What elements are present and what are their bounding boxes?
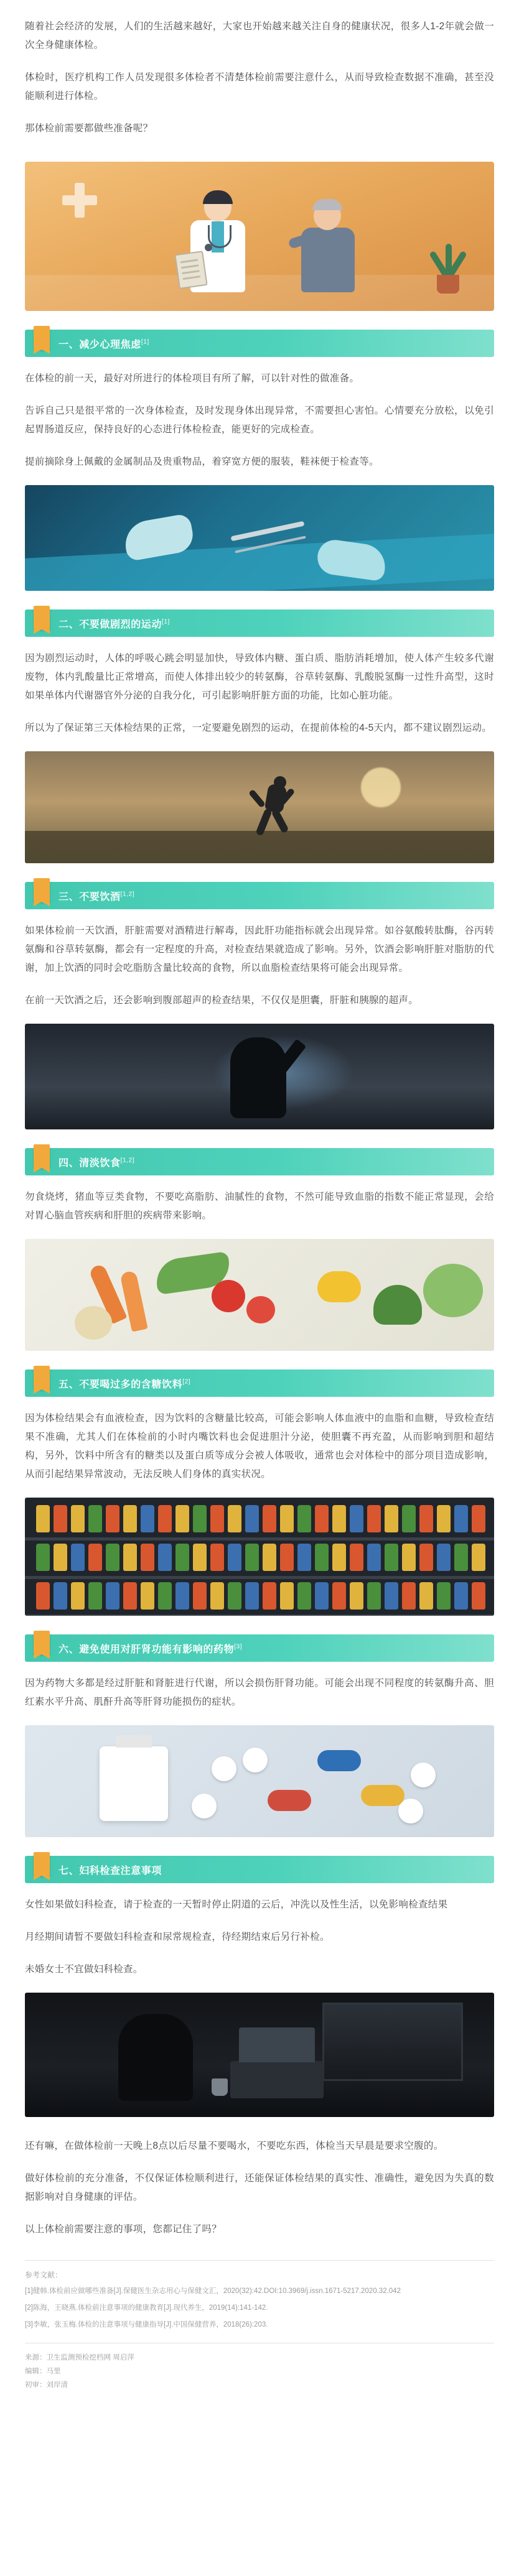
bookmark-icon bbox=[34, 1852, 50, 1876]
credit-source-value: 卫生监测预检挖档网 周启萍 bbox=[46, 2354, 134, 2361]
references-title: 参考文献： bbox=[25, 2271, 63, 2279]
reference-item: [2]陈海，王晓燕.体检前注意事项的健康教育[J].现代养生，2019(14):141-142. bbox=[25, 2304, 268, 2312]
hero-floor bbox=[25, 275, 494, 311]
section-7-paragraph-2: 月经期间请暂不要做妇科检查和尿常规检查，待经期结束后另行补检。 bbox=[25, 1932, 330, 1942]
section-heading-5 bbox=[25, 1369, 494, 1397]
credit-source-label: 来源： bbox=[25, 2354, 47, 2361]
closing-paragraph-1: 还有嘛，在做体检前一天晚上8点以后尽量不要喝水，不要吃东西，体检当天早晨是要求空腹的。 bbox=[25, 2141, 444, 2151]
section-1-paragraph-1: 在体检的前一天，最好对所进行的体检项目有所了解，可以针对性的做准备。 bbox=[25, 373, 360, 384]
section-6-title: 六、避免使用对肝肾功能有影响的药物 bbox=[58, 1644, 235, 1655]
section-heading-6 bbox=[25, 1634, 494, 1662]
section-heading-3 bbox=[25, 882, 494, 909]
intro-paragraph-1: 随着社会经济的发展，人们的生活越来越好，大家也开始越来越关注自身的健康状况，很多人1-2年就会做一次全身健康体检。 bbox=[25, 21, 494, 50]
credit-reviewer bbox=[25, 2378, 494, 2392]
bookmark-icon bbox=[34, 606, 50, 629]
photo-woman-at-desk bbox=[25, 1993, 494, 2117]
section-heading-4 bbox=[25, 1148, 494, 1175]
photo-drink-shelf bbox=[25, 1498, 494, 1616]
closing-paragraph-2: 做好体检前的充分准备，不仅保证体检顺利进行，还能保证体检结果的真实性、准确性，避免因为失真的数据影响对自身健康的评估。 bbox=[25, 2173, 494, 2202]
bookmark-icon bbox=[34, 1631, 50, 1654]
section-3-paragraph-2: 在前一天饮酒之后，还会影响到腹部超声的检查结果，不仅仅是胆囊，肝脏和胰腺的超声。 bbox=[25, 995, 419, 1006]
bookmark-icon bbox=[34, 878, 50, 902]
section-heading-2 bbox=[25, 609, 494, 637]
medical-cross-icon bbox=[62, 183, 97, 218]
section-heading-7 bbox=[25, 1856, 494, 1883]
section-1-body bbox=[0, 369, 519, 471]
section-7-title: 七、妇科检查注意事项 bbox=[58, 1865, 162, 1876]
section-4-body bbox=[0, 1188, 519, 1225]
section-4-title: 四、清淡饮食 bbox=[58, 1157, 121, 1169]
credit-source bbox=[25, 2351, 494, 2365]
credit-reviewer-value: 刘岸清 bbox=[46, 2381, 68, 2389]
section-5-body bbox=[0, 1409, 519, 1484]
intro-paragraph-2: 体检时，医疗机构工作人员发现很多体检者不清楚体检前需要注意什么，从而导致检查数据不准确，甚至没能顺利进行体检。 bbox=[25, 72, 494, 101]
credits-block bbox=[25, 2343, 494, 2392]
section-1-title: 一、减少心理焦虑 bbox=[58, 339, 141, 350]
plant-decoration bbox=[431, 241, 465, 294]
section-3-title: 三、不要饮酒 bbox=[58, 891, 121, 902]
section-7-body bbox=[0, 1896, 519, 1979]
section-3-sup: [1,2] bbox=[120, 891, 135, 898]
doctor-figure bbox=[180, 193, 255, 292]
credit-reviewer-label: 初审： bbox=[25, 2381, 47, 2389]
section-6-sup: [3] bbox=[234, 1643, 243, 1651]
section-2-title: 二、不要做剧烈的运动 bbox=[58, 619, 162, 630]
section-5-sup: [2] bbox=[182, 1378, 191, 1386]
section-6-body bbox=[0, 1674, 519, 1712]
patient-figure bbox=[292, 199, 367, 292]
section-7-paragraph-1: 女性如果做妇科检查，请于检查的一天暂时停止阴道的云后，冲洗以及性生活，以免影响检查结果 bbox=[25, 1899, 448, 1910]
photo-vegetables bbox=[25, 1239, 494, 1351]
reference-item: [1]健韩.体检前应做哪些准备[J].保健医生杂志用心与保健文汇，2020(32):42.DOI:10.3969/j.issn.1671-5217.2020.32.042 bbox=[25, 2287, 401, 2295]
bookmark-icon bbox=[34, 1144, 50, 1168]
section-1-paragraph-3: 提前摘除身上佩戴的金属制品及贵重物品，着穿宽方便的服装，鞋袜便于检查等。 bbox=[25, 456, 379, 467]
section-2-paragraph-1: 因为剧烈运动时，人体的呼吸心跳会明显加快，导致体内糖、蛋白质、脂肪消耗增加，使人体产生较多代谢废物，体内乳酸量比正常增高，而使人体排出较少的转氨酶，谷草转氨酶、乳酸脱氢酶一过性升高型，这时如果单体内代谢器官外分泌的自我分化，可引起影响肝脏方面的功能，比如心脏功能。 bbox=[25, 653, 494, 701]
bookmark-icon bbox=[34, 326, 50, 350]
section-3-paragraph-1: 如果体检前一天饮酒，肝脏需要对酒精进行解毒，因此肝功能指标就会出现异常。如谷氨酸转肽酶，谷丙转氨酶和谷草转氨酶，都会有一定程度的升高，对检查结果就造成了影响。另外，饮酒会影响肝脏对脂肪的代谢，加上饮酒的同时会吃脂肪含量比较高的食物，所以血脂检查结果将可能会出现异常。 bbox=[25, 925, 494, 973]
section-1-paragraph-2: 告诉自己只是很平常的一次身体检查，及时发现身体出现异常，不需要担心害怕。心情要充分放松，以免引起胃肠道反应，保持良好的心态进行体检检查，能更好的完成检查。 bbox=[25, 405, 494, 435]
credit-editor-value: 马里 bbox=[46, 2368, 61, 2375]
section-5-title: 五、不要喝过多的含糖饮料 bbox=[58, 1379, 183, 1390]
section-4-paragraph-1: 勿食烧烤，猪血等豆类食物，不要吃高脂肪、油腻性的食物，不然可能导致血脂的指数不能正常显现，会给对胃心脑血管疾病和肝胆的疾病带来影响。 bbox=[25, 1192, 494, 1221]
section-2-body bbox=[0, 649, 519, 738]
section-4-sup: [1,2] bbox=[120, 1157, 135, 1164]
section-2-paragraph-2: 所以为了保证第三天体检结果的正常，一定要避免剧烈的运动，在提前体检的4-5天内，都不建议剧烈运动。 bbox=[25, 723, 492, 733]
credit-editor-label: 编辑： bbox=[25, 2368, 47, 2375]
photo-drinking bbox=[25, 1024, 494, 1129]
closing-paragraph-3: 以上体检前需要注意的事项，您都记住了吗？ bbox=[25, 2224, 222, 2235]
photo-running bbox=[25, 751, 494, 863]
reference-item: [3]李敏，张玉梅.体检的注意事项与健康指导[J].中国保健营养，2018(26):203. bbox=[25, 2321, 268, 2328]
section-2-sup: [1] bbox=[162, 618, 170, 626]
section-1-sup: [1] bbox=[141, 338, 149, 346]
intro-paragraph-3: 那体检前需要都做些准备呢？ bbox=[25, 123, 153, 134]
section-3-body bbox=[0, 922, 519, 1010]
section-7-paragraph-3: 未婚女士不宜做妇科检查。 bbox=[25, 1964, 143, 1975]
section-6-paragraph-1: 因为药物大多都是经过肝脏和肾脏进行代谢，所以会损伤肝肾功能。可能会出现不同程度的转氨酶升高、胆红素水平升高、肌酐升高等肝肾功能损伤的症状。 bbox=[25, 1678, 494, 1707]
references-block bbox=[25, 2260, 494, 2332]
section-5-paragraph-1: 因为体检结果会有血液检查，因为饮料的含糖量比较高，可能会影响人体血液中的血脂和血糖，导致检查结果不准确，尤其人们在体检前的小时内嘴饮料也会促进胆汁分泌，使胆囊不再充盈，从而影响到胆和超结构，另外，饮料中所含有的糖类以及蛋白质等成分会被人体吸收，通常也会对体检中的部分项目造成影响，从而引起结果异常波动，无法反映人们身体的真实状况。 bbox=[25, 1413, 494, 1480]
section-heading-1 bbox=[25, 330, 494, 357]
closing-block bbox=[0, 2132, 519, 2239]
credit-editor bbox=[25, 2365, 494, 2378]
bookmark-icon bbox=[34, 1366, 50, 1389]
photo-surgery bbox=[25, 485, 494, 591]
hero-illustration-doctor-patient bbox=[25, 162, 494, 311]
intro-block bbox=[0, 0, 519, 155]
photo-pills bbox=[25, 1725, 494, 1837]
